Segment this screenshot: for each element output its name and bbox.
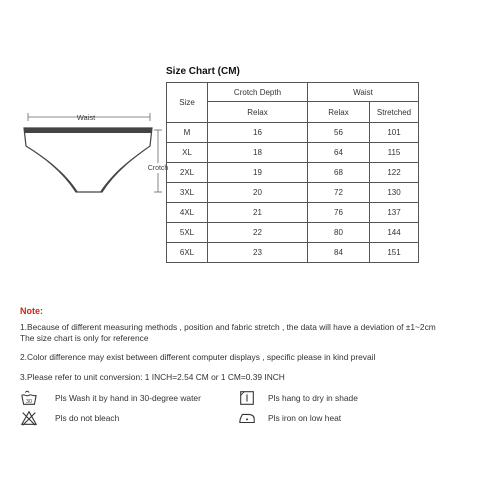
size-cell: 4XL [167,203,208,223]
size-cell: 5XL [167,223,208,243]
care-bleach-text: Pls do not bleach [55,413,120,423]
size-cell: XL [167,143,208,163]
hang-dry-shade-icon [238,389,256,407]
crotch-cell: 23 [208,243,308,263]
note-item-1-continued: The size chart is only for reference [20,333,149,343]
table-row [167,123,419,143]
table-row [167,243,419,263]
waist-relax-cell: 76 [308,203,370,223]
waist-stretched-cell: 144 [370,223,419,243]
crotch-cell: 20 [208,183,308,203]
waist-stretched-cell: 101 [370,123,419,143]
care-iron-text: Pls iron on low heat [268,413,342,423]
table-row [167,203,419,223]
table-row [167,163,419,183]
size-cell: M [167,123,208,143]
size-cell: 3XL [167,183,208,203]
crotch-cell: 16 [208,123,308,143]
crotch-cell: 21 [208,203,308,223]
note-item-2: 2.Color difference may exist between different computer displays , specific please in kind prevail [20,352,376,362]
waist-stretched-cell: 122 [370,163,419,183]
table-row [167,143,419,163]
waist-relax-cell: 72 [308,183,370,203]
header-size: Size [167,83,208,123]
header-waist-relax: Relax [308,102,370,123]
waist-stretched-cell: 137 [370,203,419,223]
waist-label: Waist [76,113,96,122]
care-wash-text: Pls Wash it by hand in 30-degree water [55,393,201,403]
crotch-label: Crotch [147,165,169,172]
care-hang-text: Pls hang to dry in shade [268,393,358,403]
waist-stretched-cell: 115 [370,143,419,163]
waist-relax-cell: 64 [308,143,370,163]
table-row [167,223,419,243]
header-waist: Waist [308,83,419,102]
header-waist-stretched: Stretched [370,102,419,123]
note-title: Note: [20,306,43,316]
crotch-cell: 18 [208,143,308,163]
hand-wash-icon [20,389,38,407]
size-cell: 2XL [167,163,208,183]
waist-relax-cell: 84 [308,243,370,263]
underwear-diagram [10,100,170,200]
waist-stretched-cell: 130 [370,183,419,203]
wash-temperature: 30 [26,398,32,405]
crotch-cell: 22 [208,223,308,243]
table-header-row [167,83,419,102]
table-row [167,183,419,203]
header-crotch-relax: Relax [208,102,308,123]
size-chart-title: Size Chart (CM) [166,66,240,77]
note-item-3: 3.Please refer to unit conversion: 1 INCH=2.54 CM or 1 CM=0.39 INCH [20,372,285,382]
waist-relax-cell: 68 [308,163,370,183]
waist-relax-cell: 56 [308,123,370,143]
iron-low-heat-icon [238,409,256,427]
size-chart-table [166,82,419,263]
note-item-1: 1.Because of different measuring methods , position and fabric stretch , the data will have a deviation of ±1~2cm [20,322,436,332]
size-cell: 6XL [167,243,208,263]
waist-relax-cell: 80 [308,223,370,243]
crotch-cell: 19 [208,163,308,183]
header-crotch-depth: Crotch Depth [208,83,308,102]
no-bleach-icon [20,409,38,427]
waist-stretched-cell: 151 [370,243,419,263]
